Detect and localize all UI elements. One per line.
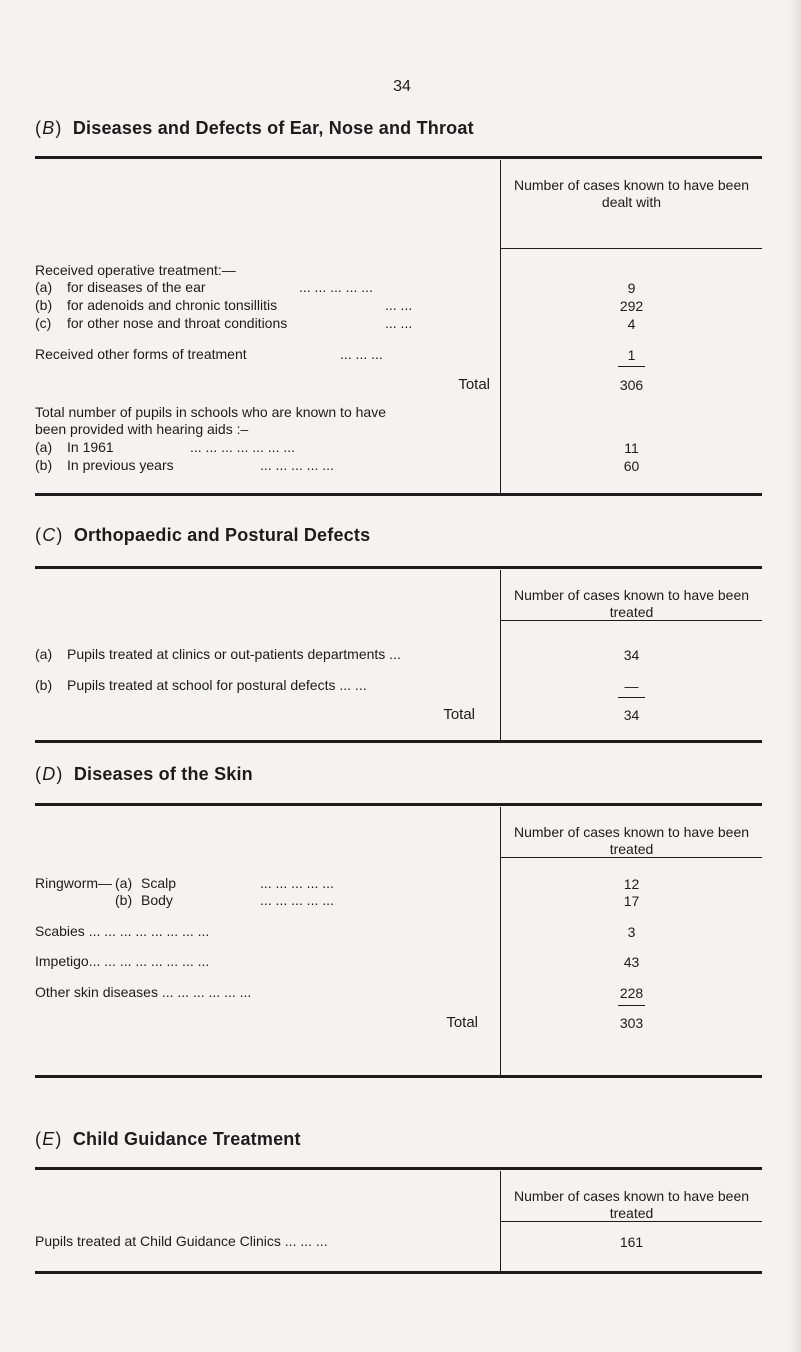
- column-header: Number of cases known to have been treated: [513, 824, 750, 857]
- scabies-row: Scabies ... ... ... ... ... ... ... ...: [35, 923, 210, 939]
- other-treatment-dots: ... ... ...: [340, 346, 383, 362]
- total-label: Total: [458, 376, 490, 393]
- section-b-letter: B: [42, 118, 55, 138]
- header-rule: [501, 857, 762, 858]
- section-b-heading: (B) Diseases and Defects of Ear, Nose and Throat: [35, 118, 474, 138]
- section-e-heading: (E) Child Guidance Treatment: [35, 1129, 301, 1149]
- operative-heading: Received operative treatment:—: [35, 262, 236, 278]
- section-d-heading: (D) Diseases of the Skin: [35, 764, 253, 784]
- row-value: 34: [623, 647, 640, 663]
- table-bottom-rule: [35, 1075, 762, 1078]
- section-e-table: [35, 1167, 762, 1277]
- section-c-heading: (C) Orthopaedic and Postural Defects: [35, 525, 371, 545]
- hearing-aids-text-line1: Total number of pupils in schools who are known to have: [35, 404, 386, 420]
- table-bottom-rule: [35, 1271, 762, 1274]
- row-dots: ... ... ... ... ...: [299, 279, 373, 295]
- row-text: In previous years: [67, 457, 174, 473]
- table-top-rule: [35, 566, 762, 569]
- total-rule: [618, 366, 645, 367]
- row-dots: ... ... ... ... ...: [260, 457, 334, 473]
- row-dots: ... ...: [385, 297, 413, 313]
- table-bottom-rule: [35, 740, 762, 743]
- row-dots: ... ... ... ... ...: [260, 892, 334, 908]
- column-header: Number of cases known to have been treated: [513, 587, 750, 620]
- total-rule: [618, 697, 645, 698]
- row-value: 161: [619, 1234, 644, 1250]
- total-rule: [618, 1005, 645, 1006]
- row-value: 228: [619, 985, 644, 1001]
- column-header: Number of cases known to have been dealt with: [513, 177, 750, 210]
- table-bottom-rule: [35, 493, 762, 496]
- row-label: (a): [35, 439, 53, 455]
- impetigo-row: Impetigo... ... ... ... ... ... ... ...: [35, 953, 210, 969]
- row-label: (b): [115, 892, 133, 908]
- row-label: (b): [35, 297, 53, 313]
- header-rule: [501, 620, 762, 621]
- table-top-rule: [35, 156, 762, 159]
- row-text: Body: [141, 892, 173, 908]
- row-value: 3: [627, 924, 636, 940]
- section-c-title: Orthopaedic and Postural Defects: [73, 525, 371, 545]
- other-skin-row: Other skin diseases ... ... ... ... ... ...: [35, 984, 252, 1000]
- row-value: 11: [624, 440, 639, 456]
- section-b-title: Diseases and Defects of Ear, Nose and Throat: [72, 118, 474, 138]
- total-label: Total: [443, 706, 475, 723]
- row-value: 12: [623, 876, 640, 892]
- row-text: Scalp: [141, 875, 177, 891]
- row-value: 292: [619, 298, 644, 314]
- total-value: 306: [619, 377, 644, 393]
- total-value: 303: [619, 1015, 644, 1031]
- row-text: for diseases of the ear: [67, 279, 206, 295]
- other-treatment-text: Received other forms of treatment: [35, 346, 247, 362]
- row-label: (b): [35, 677, 53, 693]
- section-c-table: [35, 566, 762, 746]
- total-value: 34: [623, 707, 640, 723]
- other-treatment-value: 1: [627, 347, 636, 363]
- row-value: 43: [623, 954, 640, 970]
- row-label: (a): [115, 875, 133, 891]
- section-e-title: Child Guidance Treatment: [72, 1129, 301, 1149]
- row-text: Pupils treated at clinics or out-patients departments ...: [67, 646, 401, 662]
- section-b-table: [35, 156, 762, 500]
- header-rule: [501, 1221, 762, 1222]
- row-value: 17: [623, 893, 640, 909]
- row-label: (a): [35, 646, 53, 662]
- header-rule: [501, 248, 762, 249]
- page-number: 34: [393, 78, 411, 95]
- section-d-letter: D: [42, 764, 56, 784]
- row-value: 60: [623, 458, 640, 474]
- hearing-aids-text-line2: been provided with hearing aids :–: [35, 421, 249, 437]
- child-guidance-row: Pupils treated at Child Guidance Clinics ... ... ...: [35, 1233, 328, 1249]
- column-header: Number of cases known to have been treated: [513, 1188, 750, 1221]
- row-dots: ... ...: [385, 315, 413, 331]
- page-edge-shadow: [789, 0, 801, 1352]
- table-top-rule: [35, 1167, 762, 1170]
- row-value: 9: [627, 280, 636, 296]
- row-label: (c): [35, 315, 52, 331]
- row-text: Pupils treated at school for postural defects ... ...: [67, 677, 367, 693]
- section-e-letter: E: [42, 1129, 55, 1149]
- row-text: for adenoids and chronic tonsillitis: [67, 297, 278, 313]
- ringworm-prefix: Ringworm—: [35, 875, 113, 891]
- section-d-title: Diseases of the Skin: [73, 764, 253, 784]
- row-label: (b): [35, 457, 53, 473]
- row-text: for other nose and throat conditions: [67, 315, 288, 331]
- row-dots: ... ... ... ... ...: [260, 875, 334, 891]
- row-value: —: [624, 678, 639, 694]
- section-d-table: [35, 803, 762, 1081]
- row-dots: ... ... ... ... ... ... ...: [190, 439, 296, 455]
- row-label: (a): [35, 279, 53, 295]
- table-top-rule: [35, 803, 762, 806]
- row-text: In 1961: [67, 439, 114, 455]
- total-label: Total: [446, 1014, 478, 1031]
- row-value: 4: [627, 316, 636, 332]
- section-c-letter: C: [42, 525, 56, 545]
